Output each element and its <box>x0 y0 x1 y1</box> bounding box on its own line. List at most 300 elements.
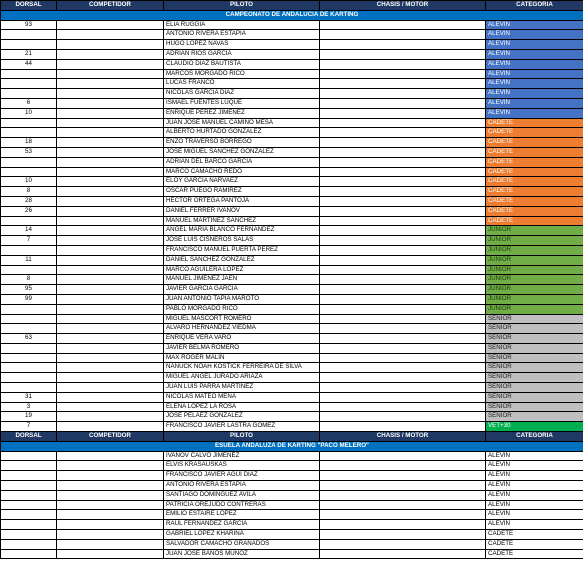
piloto-cell: EMILIO ESTAIRE LOPEZ <box>164 510 320 520</box>
competidor-cell <box>57 98 164 108</box>
dorsal-cell: 44 <box>1 59 57 69</box>
dorsal-cell <box>1 118 57 128</box>
chasis-cell <box>320 40 486 50</box>
chasis-cell <box>320 343 486 353</box>
dorsal-cell: 93 <box>1 20 57 30</box>
competidor-cell <box>57 294 164 304</box>
categoria-cell: ALEVIN <box>486 500 583 510</box>
dorsal-cell <box>1 167 57 177</box>
piloto-cell: ANGEL MARIA BLANCO FERNANDEZ <box>164 226 320 236</box>
piloto-cell: LUCAS FRANCO <box>164 79 320 89</box>
chasis-cell <box>320 216 486 226</box>
table-row <box>1 206 583 216</box>
dorsal-cell <box>1 30 57 40</box>
categoria-cell: ALEVIN <box>486 30 583 40</box>
chasis-cell <box>320 89 486 99</box>
competidor-cell <box>57 265 164 275</box>
table-row <box>1 363 583 373</box>
dorsal-cell <box>1 539 57 549</box>
categoria-cell: SENIOR <box>486 334 583 344</box>
categoria-cell: SENIOR <box>486 412 583 422</box>
chasis-cell <box>320 549 486 559</box>
categoria-cell: ALEVIN <box>486 510 583 520</box>
table-row <box>1 118 583 128</box>
piloto-cell: MIGUEL MASCORT ROMERO <box>164 314 320 324</box>
chasis-cell <box>320 461 486 471</box>
piloto-cell: PABLO MORGADO RICO <box>164 304 320 314</box>
dorsal-cell <box>1 69 57 79</box>
chasis-cell <box>320 510 486 520</box>
dorsal-cell <box>1 157 57 167</box>
dorsal-cell <box>1 40 57 50</box>
dorsal-cell <box>1 343 57 353</box>
dorsal-cell <box>1 324 57 334</box>
categoria-cell: SENIOR <box>486 324 583 334</box>
column-header-piloto: PILOTO <box>164 1 320 11</box>
table-row <box>1 471 583 481</box>
piloto-cell: FRANCISCO MANUEL PUERTA PEREZ <box>164 245 320 255</box>
column-header-row <box>1 1 583 11</box>
table-row <box>1 20 583 30</box>
categoria-cell: SENIOR <box>486 392 583 402</box>
categoria-cell: ALEVIN <box>486 89 583 99</box>
categoria-cell: SENIOR <box>486 363 583 373</box>
categoria-cell: JUNIOR <box>486 304 583 314</box>
piloto-cell: ELVIS KRASAUSKAS <box>164 461 320 471</box>
piloto-cell: MARCO CAMACHO REDO <box>164 167 320 177</box>
piloto-cell: PATRICIA OREJUDO CONTRERAS <box>164 500 320 510</box>
competidor-cell <box>57 138 164 148</box>
chasis-cell <box>320 422 486 432</box>
dorsal-cell <box>1 530 57 540</box>
piloto-cell: ELENA LOPEZ LA ROSA <box>164 402 320 412</box>
table-row <box>1 402 583 412</box>
piloto-cell: NICOLAS GARCIA DIAZ <box>164 89 320 99</box>
chasis-cell <box>320 324 486 334</box>
competidor-cell <box>57 226 164 236</box>
competidor-cell <box>57 314 164 324</box>
competidor-cell <box>57 402 164 412</box>
categoria-cell: ALEVIN <box>486 69 583 79</box>
table-row <box>1 196 583 206</box>
chasis-cell <box>320 481 486 491</box>
categoria-cell: JUNIOR <box>486 255 583 265</box>
competidor-cell <box>57 196 164 206</box>
categoria-cell: VET+30 <box>486 422 583 432</box>
dorsal-cell: 28 <box>1 196 57 206</box>
categoria-cell: ALEVIN <box>486 451 583 461</box>
chasis-cell <box>320 69 486 79</box>
chasis-cell <box>320 500 486 510</box>
table-row <box>1 216 583 226</box>
categoria-cell: ALEVIN <box>486 108 583 118</box>
dorsal-cell <box>1 353 57 363</box>
table-row <box>1 353 583 363</box>
table-row <box>1 285 583 295</box>
dorsal-cell <box>1 128 57 138</box>
dorsal-cell: 26 <box>1 206 57 216</box>
table-row <box>1 324 583 334</box>
table-row <box>1 98 583 108</box>
column-header-dorsal: DORSAL <box>1 432 57 442</box>
competidor-cell <box>57 30 164 40</box>
competidor-cell <box>57 392 164 402</box>
competidor-cell <box>57 177 164 187</box>
dorsal-cell: 21 <box>1 49 57 59</box>
competidor-cell <box>57 206 164 216</box>
competidor-cell <box>57 451 164 461</box>
dorsal-cell: 99 <box>1 294 57 304</box>
dorsal-cell: 6 <box>1 98 57 108</box>
chasis-cell <box>320 285 486 295</box>
chasis-cell <box>320 138 486 148</box>
categoria-cell: ALEVIN <box>486 520 583 530</box>
section-title: ESUELA ANDALUZA DE KARTING "PACO MELERO" <box>1 441 583 451</box>
table-row <box>1 392 583 402</box>
categoria-cell: CADETE <box>486 128 583 138</box>
piloto-cell: ENZO TRAVERSO BORREGO <box>164 138 320 148</box>
piloto-cell: DANIEL SANCHEZ GONZALEZ <box>164 255 320 265</box>
dorsal-cell <box>1 383 57 393</box>
table-row <box>1 500 583 510</box>
piloto-cell: OSCAR PUEGO RAMIREZ <box>164 187 320 197</box>
piloto-cell: HECTOR ORTEGA PANTOJA <box>164 196 320 206</box>
competidor-cell <box>57 255 164 265</box>
table-row <box>1 304 583 314</box>
competidor-cell <box>57 49 164 59</box>
chasis-cell <box>320 187 486 197</box>
dorsal-cell <box>1 89 57 99</box>
chasis-cell <box>320 196 486 206</box>
table-row <box>1 265 583 275</box>
categoria-cell: JUNIOR <box>486 226 583 236</box>
dorsal-cell: 8 <box>1 275 57 285</box>
competidor-cell <box>57 285 164 295</box>
categoria-cell: CADETE <box>486 530 583 540</box>
piloto-cell: JOSE PELAEZ GONZALEZ <box>164 412 320 422</box>
piloto-cell: ELOY GARCIA NARVAEZ <box>164 177 320 187</box>
column-header-chasis: CHASIS / MOTOR <box>320 432 486 442</box>
column-header-competidor: COMPETIDOR <box>57 1 164 11</box>
chasis-cell <box>320 79 486 89</box>
chasis-cell <box>320 539 486 549</box>
table-row <box>1 373 583 383</box>
competidor-cell <box>57 147 164 157</box>
table-row <box>1 275 583 285</box>
categoria-cell: CADETE <box>486 147 583 157</box>
chasis-cell <box>320 520 486 530</box>
chasis-cell <box>320 402 486 412</box>
piloto-cell: JAVIER GARCIA GARCIA <box>164 285 320 295</box>
competidor-cell <box>57 530 164 540</box>
table-row <box>1 539 583 549</box>
competidor-cell <box>57 539 164 549</box>
dorsal-cell: 63 <box>1 334 57 344</box>
table-row <box>1 461 583 471</box>
piloto-cell: ENRIQUE VERA VARO <box>164 334 320 344</box>
piloto-cell: ALVARO HERNANDEZ VIEDMA <box>164 324 320 334</box>
piloto-cell: RAUL FERNANDEZ GARCIA <box>164 520 320 530</box>
categoria-cell: CADETE <box>486 549 583 559</box>
dorsal-cell <box>1 510 57 520</box>
chasis-cell <box>320 334 486 344</box>
chasis-cell <box>320 236 486 246</box>
table-row <box>1 147 583 157</box>
dorsal-cell <box>1 304 57 314</box>
piloto-cell: ENRIQUE PEREZ JIMENEZ <box>164 108 320 118</box>
table-row <box>1 314 583 324</box>
categoria-cell: ALEVIN <box>486 490 583 500</box>
categoria-cell: JUNIOR <box>486 275 583 285</box>
piloto-cell: MANUEL MARTINEZ SANCHEZ <box>164 216 320 226</box>
chasis-cell <box>320 314 486 324</box>
categoria-cell: SENIOR <box>486 353 583 363</box>
dorsal-cell: 95 <box>1 285 57 295</box>
chasis-cell <box>320 490 486 500</box>
chasis-cell <box>320 392 486 402</box>
dorsal-cell: 19 <box>1 412 57 422</box>
piloto-cell: FRANCISCO JAVIER AGÜI DIAZ <box>164 471 320 481</box>
competidor-cell <box>57 20 164 30</box>
competidor-cell <box>57 79 164 89</box>
table-row <box>1 128 583 138</box>
competidor-cell <box>57 353 164 363</box>
dorsal-cell <box>1 363 57 373</box>
competidor-cell <box>57 481 164 491</box>
piloto-cell: NANUCK NOAH KOSTICK FERREIRA DE SILVA <box>164 363 320 373</box>
piloto-cell: ANTONIO RIVERA ESTAPIA <box>164 481 320 491</box>
chasis-cell <box>320 108 486 118</box>
competidor-cell <box>57 59 164 69</box>
competidor-cell <box>57 363 164 373</box>
competidor-cell <box>57 187 164 197</box>
piloto-cell: NICOLAS MATEO MENA <box>164 392 320 402</box>
chasis-cell <box>320 275 486 285</box>
piloto-cell: GABRIEL LOPEZ KHARINA <box>164 530 320 540</box>
chasis-cell <box>320 304 486 314</box>
table-row <box>1 30 583 40</box>
table-row <box>1 255 583 265</box>
competidor-cell <box>57 549 164 559</box>
competidor-cell <box>57 373 164 383</box>
categoria-cell: ALEVIN <box>486 40 583 50</box>
categoria-cell: CADETE <box>486 216 583 226</box>
table-row <box>1 520 583 530</box>
categoria-cell: ALEVIN <box>486 79 583 89</box>
competidor-cell <box>57 334 164 344</box>
competidor-cell <box>57 108 164 118</box>
column-header-chasis: CHASIS / MOTOR <box>320 1 486 11</box>
categoria-cell: CADETE <box>486 187 583 197</box>
dorsal-cell <box>1 265 57 275</box>
dorsal-cell <box>1 520 57 530</box>
chasis-cell <box>320 49 486 59</box>
chasis-cell <box>320 157 486 167</box>
categoria-cell: JUNIOR <box>486 236 583 246</box>
dorsal-cell: 7 <box>1 422 57 432</box>
chasis-cell <box>320 167 486 177</box>
table-row <box>1 108 583 118</box>
chasis-cell <box>320 383 486 393</box>
dorsal-cell: 8 <box>1 187 57 197</box>
table-row <box>1 79 583 89</box>
piloto-cell: MANUEL JIMENEZ JAEN <box>164 275 320 285</box>
dorsal-cell <box>1 216 57 226</box>
dorsal-cell <box>1 451 57 461</box>
competidor-cell <box>57 69 164 79</box>
categoria-cell: CADETE <box>486 539 583 549</box>
chasis-cell <box>320 177 486 187</box>
categoria-cell: CADETE <box>486 167 583 177</box>
competidor-cell <box>57 500 164 510</box>
chasis-cell <box>320 471 486 481</box>
chasis-cell <box>320 363 486 373</box>
piloto-cell: SALVADOR CAMACHO GRANADOS <box>164 539 320 549</box>
competidor-cell <box>57 304 164 314</box>
categoria-cell: JUNIOR <box>486 285 583 295</box>
dorsal-cell: 10 <box>1 177 57 187</box>
table-row <box>1 226 583 236</box>
table-row <box>1 187 583 197</box>
piloto-cell: JOSE LUIS CISNEROS SALAS <box>164 236 320 246</box>
dorsal-cell: 11 <box>1 255 57 265</box>
piloto-cell: JOSE MIGUEL SANCHEZ GONZALEZ <box>164 147 320 157</box>
column-header-dorsal: DORSAL <box>1 1 57 11</box>
chasis-cell <box>320 265 486 275</box>
dorsal-cell <box>1 245 57 255</box>
competidor-cell <box>57 412 164 422</box>
chasis-cell <box>320 245 486 255</box>
competidor-cell <box>57 510 164 520</box>
table-row <box>1 167 583 177</box>
chasis-cell <box>320 128 486 138</box>
competidor-cell <box>57 275 164 285</box>
chasis-cell <box>320 373 486 383</box>
section-title-row <box>1 441 583 451</box>
piloto-cell: MARCO AGUILERA LOPEZ <box>164 265 320 275</box>
chasis-cell <box>320 226 486 236</box>
competidor-cell <box>57 471 164 481</box>
dorsal-cell: 7 <box>1 236 57 246</box>
categoria-cell: SENIOR <box>486 402 583 412</box>
table-row <box>1 40 583 50</box>
piloto-cell: HUGO LOPEZ NAVAS <box>164 40 320 50</box>
categoria-cell: ALEVIN <box>486 481 583 491</box>
piloto-cell: ALBERTO HURTADO GONZALEZ <box>164 128 320 138</box>
competidor-cell <box>57 343 164 353</box>
table-row <box>1 490 583 500</box>
dorsal-cell: 3 <box>1 402 57 412</box>
chasis-cell <box>320 20 486 30</box>
column-header-competidor: COMPETIDOR <box>57 432 164 442</box>
table-row <box>1 334 583 344</box>
dorsal-cell <box>1 490 57 500</box>
categoria-cell: SENIOR <box>486 373 583 383</box>
dorsal-cell <box>1 481 57 491</box>
dorsal-cell: 10 <box>1 108 57 118</box>
categoria-cell: JUNIOR <box>486 265 583 275</box>
table-row <box>1 138 583 148</box>
dorsal-cell <box>1 549 57 559</box>
piloto-cell: ELIA RUGGIA <box>164 20 320 30</box>
competidor-cell <box>57 490 164 500</box>
piloto-cell: DANIEL FERRER IVANOV <box>164 206 320 216</box>
dorsal-cell <box>1 471 57 481</box>
table-row <box>1 530 583 540</box>
competidor-cell <box>57 324 164 334</box>
competidor-cell <box>57 383 164 393</box>
dorsal-cell <box>1 373 57 383</box>
table-row <box>1 177 583 187</box>
chasis-cell <box>320 412 486 422</box>
categoria-cell: SENIOR <box>486 343 583 353</box>
competidor-cell <box>57 461 164 471</box>
table-row <box>1 49 583 59</box>
chasis-cell <box>320 353 486 363</box>
section-title: CAMPEONATO DE ANDALUCIA DE KARTING <box>1 10 583 20</box>
table-row <box>1 451 583 461</box>
table-row <box>1 245 583 255</box>
piloto-cell: ANTONIO RIVERA ESTAPIA <box>164 30 320 40</box>
chasis-cell <box>320 147 486 157</box>
piloto-cell: ADRIAN DEL BARCO GARCIA <box>164 157 320 167</box>
chasis-cell <box>320 451 486 461</box>
table-row <box>1 412 583 422</box>
chasis-cell <box>320 30 486 40</box>
categoria-cell: JUNIOR <box>486 245 583 255</box>
piloto-cell: JAVIER BELMA ROMERO <box>164 343 320 353</box>
column-header-categoria: CATEGORIA <box>486 432 583 442</box>
table-row <box>1 236 583 246</box>
piloto-cell: IVANOV CALVO JIMENEZ <box>164 451 320 461</box>
table-row <box>1 69 583 79</box>
competidor-cell <box>57 157 164 167</box>
table-row <box>1 481 583 491</box>
competidor-cell <box>57 236 164 246</box>
categoria-cell: CADETE <box>486 157 583 167</box>
chasis-cell <box>320 530 486 540</box>
piloto-cell: FRANCISCO JAVIER LASTRA GOMEZ <box>164 422 320 432</box>
piloto-cell: CLAUDIO DIAZ BAUTISTA <box>164 59 320 69</box>
competidor-cell <box>57 118 164 128</box>
categoria-cell: SENIOR <box>486 383 583 393</box>
table-row <box>1 294 583 304</box>
categoria-cell: ALEVIN <box>486 49 583 59</box>
competidor-cell <box>57 520 164 530</box>
piloto-cell: SANTIAGO DOMINGUEZ AVILA <box>164 490 320 500</box>
competidor-cell <box>57 40 164 50</box>
dorsal-cell <box>1 314 57 324</box>
piloto-cell: JUAN JOSE MANUEL CAMINO MESA <box>164 118 320 128</box>
categoria-cell: ALEVIN <box>486 461 583 471</box>
dorsal-cell: 14 <box>1 226 57 236</box>
chasis-cell <box>320 98 486 108</box>
table-row <box>1 157 583 167</box>
table-row <box>1 510 583 520</box>
dorsal-cell: 53 <box>1 147 57 157</box>
piloto-cell: MAX ROGER MALIN <box>164 353 320 363</box>
piloto-cell: MARCOS MORGADO RICO <box>164 69 320 79</box>
column-header-row <box>1 432 583 442</box>
piloto-cell: MIGUEL ANGEL JURADO ARIAZA <box>164 373 320 383</box>
table-row <box>1 383 583 393</box>
table-row <box>1 59 583 69</box>
piloto-cell: JUAN LUIS PARRA MARTINEZ <box>164 383 320 393</box>
categoria-cell: ALEVIN <box>486 59 583 69</box>
categoria-cell: CADETE <box>486 138 583 148</box>
table-row <box>1 89 583 99</box>
chasis-cell <box>320 294 486 304</box>
